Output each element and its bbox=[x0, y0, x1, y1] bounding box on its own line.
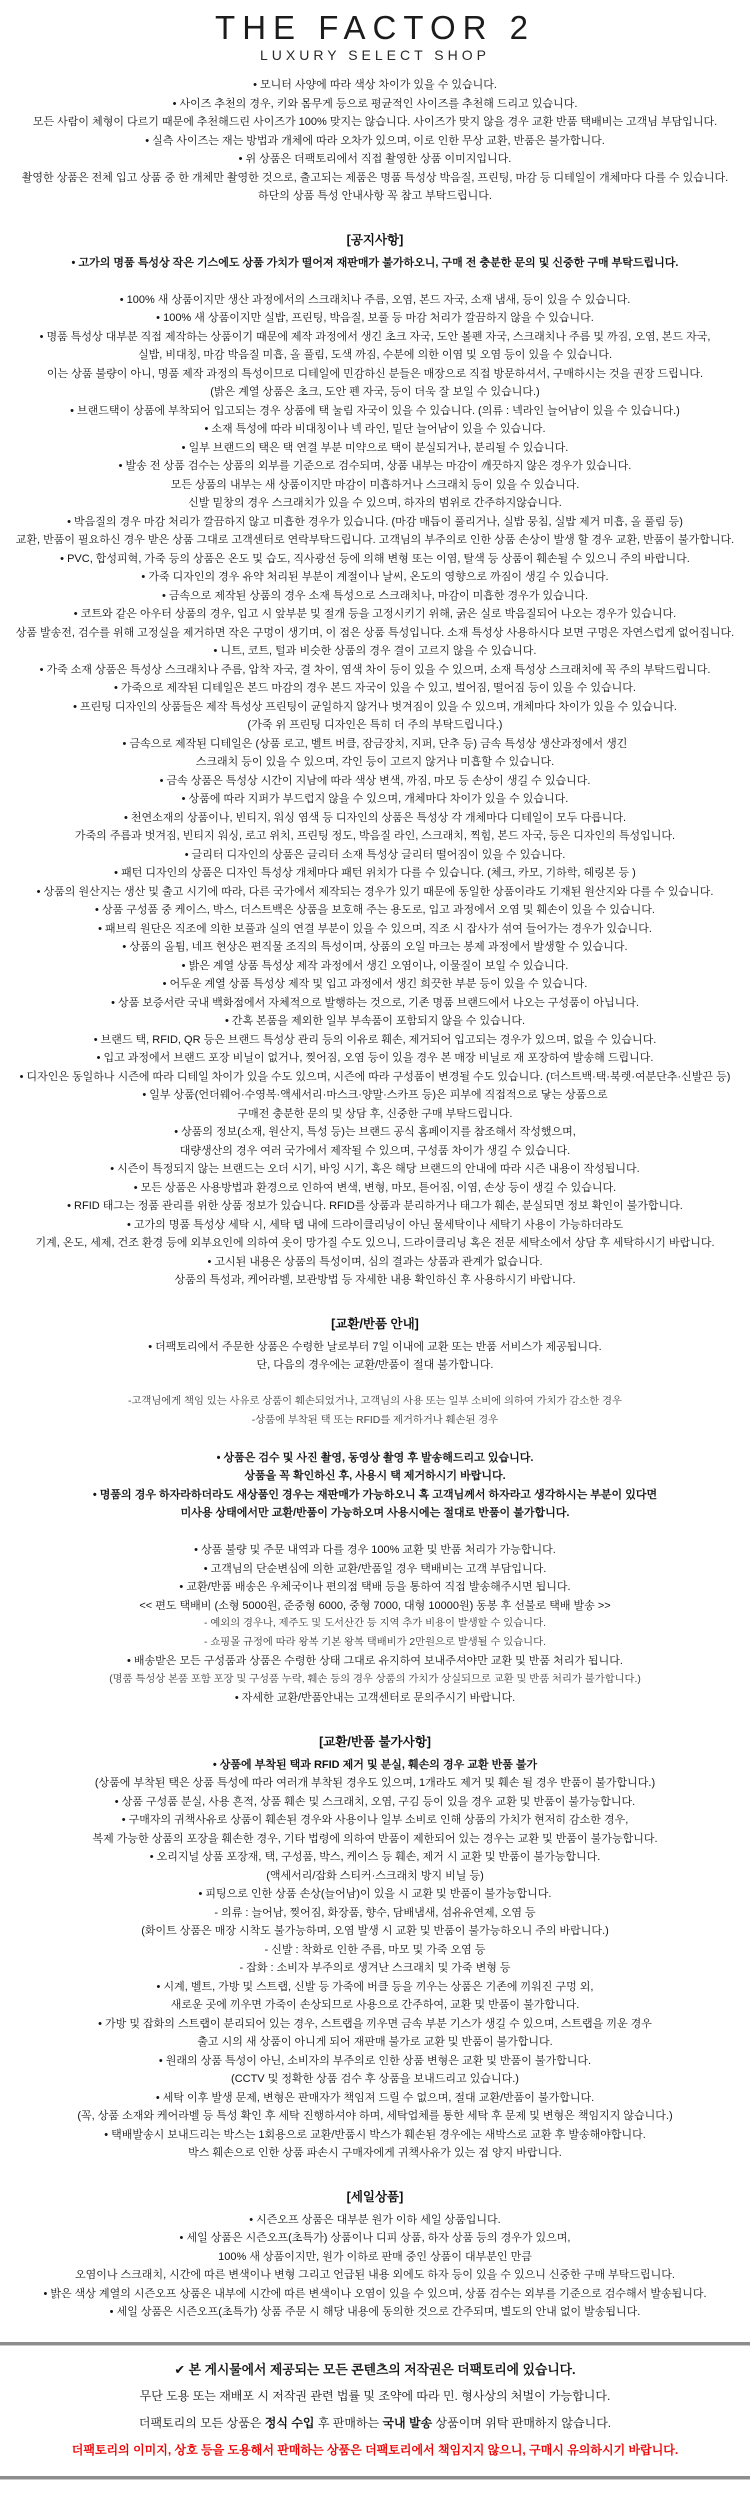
text-line: • 100% 새 상품이지만 생산 과정에서의 스크래치나 주름, 오염, 본드 자국, 소재 냄새, 등이 있을 수 있습니다. bbox=[119, 293, 631, 306]
text-line: << 편도 택배비 (소형 5000원, 준중형 6000, 중형 7000, 대형 10000원) 동봉 후 선불로 택배 발송 >> bbox=[139, 1599, 611, 1612]
text-line: 기계, 온도, 세제, 건조 환경 등에 외부요인에 의하여 옷이 망가질 수도 있으니, 드라이클리닝 혹은 전문 세탁소에서 상담 후 세탁하시기 바랍니다. bbox=[35, 1237, 715, 1249]
text-line: • 명품의 경우 하자라하더라도 새상품인 경우는 재판매가 가능하오니 혹 고객님께서 하자라고 생각하시는 부분이 있다면 bbox=[92, 1488, 658, 1501]
text-line: • 디자인은 동일하나 시즌에 따라 디테일 차이가 있을 수도 있으며, 시즌에 따라 구성품이 변경될 수도 있습니다. (더스트백·택·북렛·여분단추·신발끈 등) bbox=[19, 1070, 731, 1083]
text-line: • 소재 특성에 따라 비대칭이나 넥 라인, 밑단 늘어남이 있을 수 있습니다. bbox=[204, 423, 546, 435]
text-line: • 가죽 소재 상품은 특성상 스크래치나 주름, 압착 자국, 결 차이, 염색 차이 등이 있을 수 있으며, 소재 특성상 스크래치에 꼭 주의 부탁드립니다. bbox=[39, 663, 711, 676]
text-line: (꼭, 상품 소재와 케어라벨 등 특성 확인 후 세탁 진행하셔야 하며, 세탁업체를 통한 세탁 후 문제 및 변형은 책임지지 않습니다.) bbox=[77, 2110, 673, 2122]
text-line: • 박음질의 경우 마감 처리가 깔끔하지 않고 미흡한 경우가 있습니다. (마감 매듭이 풀리거나, 실밥 뭉침, 실밥 제거 미흡, 올 풀림 등) bbox=[67, 515, 683, 528]
notice-section-intro bbox=[0, 76, 750, 206]
text-line: • 입고 과정에서 브랜드 포장 비닐이 없거나, 찢어짐, 오염 등이 있을 경우 본 매장 비닐로 재 포장하여 발송해 드립니다. bbox=[96, 1052, 654, 1064]
text-segment: 후 판매하는 bbox=[314, 2415, 383, 2430]
text-line: • 니트, 코트, 털과 비슷한 상품의 경우 결이 고르지 않을 수 있습니다. bbox=[213, 645, 537, 657]
text-line: 미사용 상태에서만 교환/반품이 가능하오며 사용시에는 절대로 반품이 불가합니다. bbox=[180, 1507, 570, 1519]
text-line: 실밥, 비대칭, 마감 박음질 미흡, 올 풀림, 도색 까짐, 수분에 의한 이염 및 오염 등이 있을 수 있습니다. bbox=[137, 349, 613, 361]
brand-subtitle: LUXURY SELECT SHOP bbox=[260, 47, 490, 63]
text-line: (가죽 위 프린팅 디자인은 특히 더 주의 부탁드립니다.) bbox=[247, 719, 503, 731]
text-line: • 상품 구성품 분실, 사용 흔적, 상품 훼손 및 스크래치, 오염, 구김 등이 있을 경우 교환 및 반품이 불가능합니다. bbox=[114, 1795, 636, 1808]
footer-lines bbox=[0, 2346, 750, 2476]
text-line: • 100% 새 상품이지만 실밥, 프린팅, 박음질, 보풀 등 마감 처리가 깔끔하지 않을 수 있습니다. bbox=[156, 312, 594, 324]
text-line: 새로운 곳에 끼우면 가죽이 손상되므로 사용으로 간주하여, 교환 및 반품이 불가합니다. bbox=[170, 1999, 580, 2011]
text-line: 가죽의 주름과 벗겨짐, 빈티지 워싱, 로고 위치, 프린팅 정도, 박음질 라인, 스크래치, 찍힘, 본드 자국, 등은 디자인의 특성입니다. bbox=[74, 830, 676, 842]
text-line: • 패브릭 원단은 직조에 의한 보풀과 실의 연결 부분이 있을 수 있으며, 직조 시 잡사가 섞여 들어가는 경우가 있습니다. bbox=[98, 922, 652, 935]
text-line: • 패턴 디자인의 상품은 디자인 특성상 개체마다 패턴 위치가 다를 수 있습니다. (체크, 카모, 기하학, 헤링본 등 ) bbox=[114, 867, 636, 879]
text-line: • 시계, 벨트, 가방 및 스트랩, 신발 등 가죽에 버클 등을 끼우는 상품은 기존에 끼워진 구멍 외, bbox=[156, 1980, 594, 1993]
text-line: (명품 특성상 본품 포함 포장 및 구성품 누락, 훼손 등의 경우 상품의 가치가 상실되므로 교환 및 반품 처리가 불가합니다.) bbox=[109, 1673, 641, 1685]
text-segment: 더팩토리의 모든 상품은 bbox=[138, 2415, 265, 2430]
text-line: 모든 상품의 내부는 새 상품이지만 마감이 미흡하거나 스크래치 등이 있을 수 있습니다. bbox=[170, 478, 580, 491]
text-line: • 배송받은 모든 구성품과 상품은 수령한 상태 그대로 유지하여 보내주셔야만 교환 및 반품 처리가 됩니다. bbox=[127, 1655, 623, 1667]
divider-bottom bbox=[0, 2476, 750, 2480]
text-line: • 구매자의 귀책사유로 상품이 훼손된 경우와 사용이나 일부 소비로 인해 상품의 가치가 현저히 감소한 경우, bbox=[121, 1814, 629, 1826]
text-line: 상품의 특성과, 케어라벨, 보관방법 등 자세한 내용 확인하신 후 사용하시기 바랍니다. bbox=[174, 1274, 576, 1286]
text-line: • 상품 구성품 중 케이스, 박스, 더스트백은 상품을 보호해 주는 용도로, 입고 과정에서 오염 및 훼손이 있을 수 있습니다. bbox=[95, 904, 655, 916]
text-line: • 일부 브랜드의 택은 택 연결 부분 미약으로 택이 분실되거나, 분리될 수 있습니다. bbox=[181, 441, 569, 454]
text-line: • 세일 상품은 시즌오프(초특가) 상품이나 디피 상품, 하자 상품 등의 경우가 있으며, bbox=[179, 2232, 571, 2244]
text-line: 100% 새 상품이지만, 원가 이하로 판매 중인 상품이 대부분인 만큼 bbox=[218, 2250, 532, 2263]
text-line: • 금속 상품은 특성상 시간이 지남에 따라 색상 변색, 까짐, 마모 등 손상이 생길 수 있습니다. bbox=[159, 774, 591, 787]
text-line: • 어두운 계열 상품 특성상 제작 및 입고 과정에서 생긴 희끗한 부분 등이 있을 수 있습니다. bbox=[162, 978, 588, 990]
text-line: • 금속으로 제작된 상품의 경우 소재 특성으로 스크래치나, 마감이 미흡한 경우가 있습니다. bbox=[161, 589, 589, 602]
text-line: • 상품에 부착된 택과 RFID 제거 및 분실, 훼손의 경우 교환 반품 불가 bbox=[212, 1758, 538, 1771]
section-heading: [공지사항] bbox=[346, 232, 404, 247]
text-line: • 상품의 원산지는 생산 및 출고 시기에 따라, 다른 국가에서 제작되는 경우가 있기 때문에 동일한 상품이라도 기재된 원산지와 다를 수 있습니다. bbox=[36, 885, 714, 898]
text-line: • 상품 불량 및 주문 내역과 다를 경우 100% 교환 및 반품 처리가 가능합니다. bbox=[194, 1544, 556, 1556]
text-line: (CCTV 및 정확한 상품 검수 후 상품을 보내드리고 있습니다.) bbox=[231, 2073, 519, 2085]
text-line: (화이트 상품은 매장 시착도 불가능하며, 오염 발생 시 교환 및 반품이 불가능하오니 주의 바랍니다.) bbox=[141, 1925, 609, 1937]
text-segment: 국내 발송 bbox=[382, 2415, 433, 2430]
text-line: • 상품 보증서란 국내 백화점에서 자체적으로 발행하는 것으로, 기존 명품 브랜드에서 나오는 구성품이 아닙니다. bbox=[111, 996, 639, 1009]
text-line: 무단 도용 또는 재배포 시 저작권 관련 법률 및 조약에 따라 민. 형사상의 처벌이 가능합니다. bbox=[139, 2388, 611, 2403]
text-line: • 피팅으로 인한 상품 손상(늘어남)이 있을 시 교환 및 반품이 불가능합니다. bbox=[198, 1888, 552, 1900]
text-line: • 가방 및 잡화의 스트랩이 분리되어 있는 경우, 스트랩을 끼우면 금속 부분 기스가 생길 수 있으며, 스트랩을 끼운 경우 bbox=[98, 2017, 652, 2030]
text-line: • 고객님의 단순변심에 의한 교환/반품일 경우 택배비는 고객 부담입니다. bbox=[203, 1562, 547, 1575]
text-line: • 세탁 이후 발생 문제, 변형은 판매자가 책임져 드릴 수 없으며, 절대 교환/반품이 불가합니다. bbox=[155, 2091, 595, 2104]
text-line: • 위 상품은 더팩토리에서 직접 촬영한 상품 이미지입니다. bbox=[238, 153, 512, 165]
text-line: • 모든 상품은 사용방법과 환경으로 인하여 변색, 변형, 마모, 튿어짐, 이염, 손상 등이 생길 수 있습니다. bbox=[133, 1181, 617, 1194]
text-line: 박스 훼손으로 인한 상품 파손시 구매자에게 귀책사유가 있는 점 양지 바랍니다. bbox=[188, 2147, 562, 2159]
text-line: • 택배발송시 보내드리는 박스는 1회용으로 교환/반품시 박스가 훼손된 경우에는 새박스로 교환 후 발송해야합니다. bbox=[104, 2128, 646, 2141]
text-line: • 간혹 본품을 제외한 일부 부속품이 포함되지 않을 수 있습니다. bbox=[224, 1015, 526, 1027]
text-line: 출고 시의 새 상품이 아니게 되어 재판매 불가로 교환 및 반품이 불가합니다. bbox=[197, 2036, 553, 2048]
text-line: 교환, 반품이 필요하신 경우 받은 상품 그대로 고객센터로 연락부탁드립니다. 고객님의 부주의로 인한 상품 손상이 발생 할 경우 교환, 반품이 불가합니다. bbox=[15, 534, 735, 546]
section-heading: [교환/반품 불가사항] bbox=[319, 1734, 431, 1749]
text-line: • 고가의 명품 특성상 작은 기스에도 상품 가치가 떨어져 재판매가 불가하오니, 구매 전 충분한 문의 및 신중한 구매 부탁드립니다. bbox=[71, 256, 679, 269]
text-line: • 프린팅 디자인의 상품들은 제작 특성상 프린팅이 균일하지 않거나 벗겨짐이 있을 수 있으며, 개체마다 차이가 있을 수 있습니다. bbox=[73, 700, 677, 713]
text-line: 하단의 상품 특성 안내사항 꼭 참고 부탁드립니다. bbox=[258, 190, 492, 202]
text-line: 신발 밑창의 경우 스크래치가 있을 수 있으며, 하자의 범위로 간주하지않습니다. bbox=[188, 497, 562, 509]
section-heading: [세일상품] bbox=[346, 2189, 404, 2204]
text-line: • 천연소재의 상품이나, 빈티지, 워싱 염색 등 디자인의 상품은 특성상 각 개체마다 디테일이 모두 다릅니다. bbox=[123, 811, 627, 824]
text-line: • 밝은 색상 계열의 시즌오프 상품은 내부에 시간에 따른 변색이나 오염이 있을 수 있으며, 상품 검수는 외부를 기준으로 검수해서 발송됩니다. bbox=[43, 2287, 707, 2300]
text-line: • 자세한 교환/반품안내는 고객센터로 문의주시기 바랍니다. bbox=[234, 1692, 516, 1704]
text-line: • 명품 특성상 대부분 직접 제작하는 상품이기 때문에 제작 과정에서 생긴 초크 자국, 도안 볼펜 자국, 스크래치나 주름 및 까짐, 오염, 본드 자국, bbox=[39, 330, 711, 343]
spacer bbox=[0, 1430, 750, 1449]
text-line: 상품을 꼭 확인하신 후, 사용시 택 제거하시기 바랍니다. bbox=[244, 1470, 506, 1482]
text-line: • 가죽 디자인의 경우 유약 처리된 부분이 계절이나 날씨, 온도의 영향으로 까짐이 생길 수 있습니다. bbox=[141, 571, 609, 583]
text-line: - 의류 : 늘어남, 찢어짐, 화장품, 향수, 담배냄새, 섬유유연제, 오염 등 bbox=[214, 1906, 536, 1919]
text-line: • RFID 태그는 정품 관리를 위한 상품 정보가 있습니다. RFID를 상품과 분리하거나 태그가 훼손, 분실되면 정보 확인이 불가합니다. bbox=[67, 1200, 683, 1212]
text-line: 촬영한 상품은 전체 입고 상품 중 한 개체만 촬영한 것으로, 출고되는 제품은 명품 특성상 박음질, 프린팅, 마감 등 디테일이 개체마다 다를 수 있습니다. bbox=[21, 171, 729, 184]
notice-section-sale-items bbox=[0, 2188, 750, 2322]
text-line: • PVC, 합성피혁, 가죽 등의 상품은 온도 및 습도, 직사광선 등에 의해 변형 또는 이염, 탈색 등 상품이 훼손될 수 있으니 주의 바랍니다. bbox=[60, 552, 690, 565]
text-line: 복제 가능한 상품의 포장을 훼손한 경우, 기타 법령에 의하여 반품이 제한되어 있는 경우는 교환 및 반품이 불가능합니다. bbox=[92, 1832, 658, 1845]
text-line: • 실측 사이즈는 재는 방법과 개체에 따라 오차가 있으며, 이로 인한 무상 교환, 반품은 불가합니다. bbox=[145, 134, 605, 147]
spacer bbox=[0, 1523, 750, 1542]
notice-body bbox=[0, 70, 750, 2322]
text-line: 모든 사람이 체형이 다르기 때문에 추천해드린 사이즈가 100% 맞지는 않습니다. 사이즈가 맞지 않을 경우 교환 반품 택배비는 고객님 부담입니다. bbox=[32, 116, 718, 128]
text-line: 단, 다음의 경우에는 교환/반품이 절대 불가합니다. bbox=[256, 1359, 494, 1371]
text-line: -고객님에게 책임 있는 사유로 상품이 훼손되었거나, 고객님의 사용 또는 일부 소비에 의하여 가치가 감소한 경우 bbox=[128, 1396, 622, 1407]
text-line: 이는 상품 불량이 아니, 명품 제작 과정의 특성이므로 디테일에 민감하신 분들은 매장으로 직접 방문하셔서, 구매하시는 것을 권장 드립니다. bbox=[46, 367, 704, 380]
text-line: 더팩토리의 이미지, 상호 등을 도용해서 판매하는 상품은 더팩토리에서 책임지지 않으니, 구매시 유의하시기 바랍니다. bbox=[71, 2442, 679, 2457]
text-line: (상품에 부착된 택은 상품 특성에 따라 여러개 부착된 경우도 있으며, 1개라도 제거 및 훼손 될 경우 반품이 불가합니다.) bbox=[94, 1777, 656, 1789]
spacer bbox=[0, 272, 750, 291]
spacer bbox=[0, 1375, 750, 1394]
text-line: 오염이나 스크래치, 시간에 따른 변색이나 변형 그리고 언급된 내용 외에도 하자 등이 있을 수 있으니 신중한 구매 부탁드립니다. bbox=[75, 2269, 675, 2281]
text-segment: 상품이며 위탁 판매하지 않습니다. bbox=[432, 2415, 612, 2430]
text-line: - 신발 : 착화로 인한 주름, 마모 및 가죽 오염 등 bbox=[264, 1943, 486, 1956]
text-line: ✔ 본 게시물에서 제공되는 모든 콘텐츠의 저작권은 더팩토리에 있습니다. bbox=[174, 2361, 576, 2377]
text-line: • 글리터 디자인의 상품은 글리터 소재 특성상 글리터 떨어짐이 있을 수 있습니다. bbox=[184, 848, 566, 861]
text-line: • 발송 전 상품 검수는 상품의 외부를 기준으로 검수되며, 상품 내부는 마감이 깨끗하지 않은 경우가 있습니다. bbox=[118, 460, 632, 472]
text-line: • 오리지널 상품 포장재, 택, 구성품, 박스, 케이스 등 훼손, 제거 시 교환 및 반품이 불가능합니다. bbox=[149, 1851, 601, 1863]
text-line: • 더팩토리에서 주문한 상품은 수령한 날로부터 7일 이내에 교환 또는 반품 서비스가 제공됩니다. bbox=[148, 1340, 602, 1353]
text-line: • 브랜드 택, RFID, QR 등은 브랜드 특성상 관리 등의 이유로 훼손, 제거되어 입고되는 경우가 있으며, 없을 수 있습니다. bbox=[93, 1033, 657, 1046]
text-line: - 쇼핑몰 규정에 따라 왕복 기본 왕복 택배비가 2만원으로 발생될 수 있습니다. bbox=[204, 1636, 546, 1648]
text-line: • 상품에 따라 지퍼가 부드럽지 않을 수 있으며, 개체마다 차이가 있을 수 있습니다. bbox=[181, 793, 569, 805]
text-line: • 시즌이 특정되지 않는 브랜드는 오더 시기, 바잉 시기, 혹은 해당 브랜드의 안내에 따라 시즌 내용이 작성됩니다. bbox=[110, 1163, 640, 1175]
text-line: • 일부 상품(언더웨어·수영복·액세서리·마스크·양말·스카프 등)은 피부에 직접적으로 닿는 상품으로 bbox=[142, 1089, 608, 1101]
text-line: 대량생산의 경우 여러 국가에서 제작될 수 있으며, 구성품 차이가 생길 수 있습니다. bbox=[179, 1144, 571, 1157]
text-line: 구매전 충분한 문의 및 상담 후, 신중한 구매 부탁드립니다. bbox=[237, 1107, 513, 1120]
text-line: • 고가의 명품 특성상 세탁 시, 세탁 탭 내에 드라이클리닝이 아닌 물세탁이나 세탁기 사용이 가능하더라도 bbox=[127, 1218, 623, 1231]
text-line: • 세일 상품은 시즌오프(초특가) 상품 주문 시 해당 내용에 동의한 것으로 간주되며, 별도의 안내 없이 발송됩니다. bbox=[109, 2306, 641, 2318]
notice-section-exchange-return-restrictions bbox=[0, 1733, 750, 2163]
text-line: • 밝은 계열 상품 특성상 제작 과정에서 생긴 오염이나, 이물질이 보일 수 있습니다. bbox=[181, 959, 569, 972]
text-line: • 상품은 검수 및 사진 촬영, 동영상 촬영 후 발송해드리고 있습니다. bbox=[216, 1451, 534, 1464]
text-line: -상품에 부착된 택 또는 RFID를 제거하거나 훼손된 경우 bbox=[251, 1414, 499, 1426]
text-line bbox=[0, 2410, 750, 2437]
text-line: • 원래의 상품 특성이 아닌, 소비자의 부주의로 인한 상품 변형은 교환 및 반품이 불가합니다. bbox=[158, 2054, 592, 2067]
brand-header bbox=[0, 6, 750, 70]
text-line: 상품 발송전, 검수를 위해 고정실을 제거하면 작은 구멍이 생기며, 이 점은 상품 특성입니다. 소재 특성상 사용하시다 보면 구멍은 자연스럽게 없어집니다. bbox=[15, 626, 735, 639]
notice-section-notice bbox=[0, 231, 750, 1290]
copyright-footer bbox=[0, 2342, 750, 2480]
text-line: - 예외의 경우나, 제주도 및 도서산간 등 지역 추가 비용이 발생할 수 있습니다. bbox=[204, 1618, 546, 1629]
text-line: • 가죽으로 제작된 디테일은 본드 마감의 경우 본드 자국이 있을 수 있고, 벌어짐, 떨어짐 등이 있을 수 있습니다. bbox=[114, 682, 636, 694]
text-line: • 상품의 올튐, 네프 현상은 편직물 조직의 특성이며, 상품의 오일 마크는 봉제 과정에서 발생할 수 있습니다. bbox=[122, 941, 628, 953]
text-line: 스크래치 등이 있을 수 있으며, 각인 등이 고르지 않거나 미흡할 수 있습니다. bbox=[195, 756, 555, 768]
text-line: • 교환/반품 배송은 우체국이나 편의점 택배 등을 통하여 직접 발송해주시면 됩니다. bbox=[179, 1581, 571, 1593]
text-line: (밝은 계열 상품은 초크, 도안 펜 자국, 등이 더욱 잘 보일 수 있습니다.) bbox=[210, 386, 540, 398]
text-line: • 상품의 정보(소재, 원산지, 특성 등)는 브랜드 공식 홈페이지를 참조해서 작성했으며, bbox=[174, 1126, 576, 1138]
text-line: • 모니터 사양에 따라 색상 차이가 있을 수 있습니다. bbox=[253, 79, 497, 91]
text-line: • 시즌오프 상품은 대부분 원가 이하 세일 상품입니다. bbox=[249, 2213, 501, 2226]
notice-section-exchange-return-guide bbox=[0, 1315, 750, 1708]
section-heading: [교환/반품 안내] bbox=[331, 1316, 419, 1331]
text-line: • 금속으로 제작된 디테일은 (상품 로고, 벨트 버클, 잠금장치, 지퍼, 단추 등) 금속 특성상 생산과정에서 생긴 bbox=[122, 737, 628, 750]
text-line: • 고시된 내용은 상품의 특성이며, 심의 결과는 상품과 관계가 없습니다. bbox=[207, 1255, 543, 1268]
text-line: • 코트와 같은 아우터 상품의 경우, 입고 시 앞부분 및 절개 등을 고정시키기 위해, 굵은 실로 박음질되어 나오는 경우가 있습니다. bbox=[73, 608, 677, 620]
brand-logo: THE FACTOR 2 bbox=[215, 9, 535, 46]
text-line: - 잡화 : 소비자 부주의로 생겨난 스크래치 및 가죽 변형 등 bbox=[239, 1962, 511, 1974]
text-line: • 사이즈 추천의 경우, 키와 몸무게 등으로 평균적인 사이즈를 추천해 드리고 있습니다. bbox=[172, 97, 578, 110]
text-line: (액세서리/잡화 스티커·스크래치 방지 비닐 등) bbox=[266, 1869, 484, 1882]
text-segment: 정식 수입 bbox=[264, 2415, 315, 2430]
text-line: • 브랜드택이 상품에 부착되어 입고되는 경우 상품에 택 눌림 자국이 있을 수 있습니다. (의류 : 넥라인 늘어남이 있을 수 있습니다.) bbox=[70, 404, 680, 417]
